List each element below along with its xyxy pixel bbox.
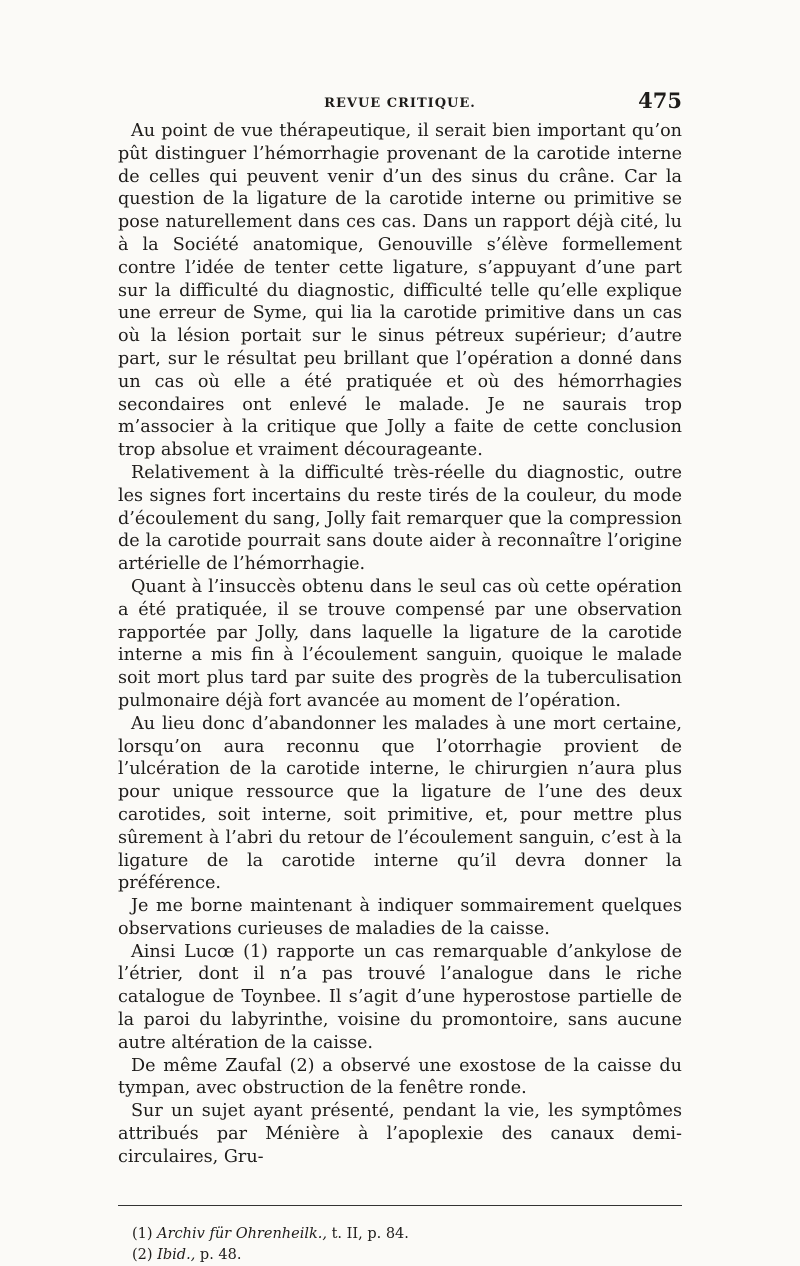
footnote-title: Archiv für Ohrenheilk., <box>157 1225 327 1242</box>
page-number: 475 <box>638 88 682 113</box>
paragraph: De même Zaufal (2) a observé une exostose de la caisse du tympan, avec obstruction de la fenêtre ronde. <box>118 1055 682 1099</box>
page <box>118 88 682 1266</box>
paragraph: Je me borne maintenant à indiquer sommairement quelques observations curieuses de maladies de la caisse. <box>118 896 682 939</box>
footnote <box>132 1224 682 1245</box>
paragraph: Au lieu donc d’abandonner les malades à une mort certaine, lorsqu’on aura reconnu que l’otorrhagie provient de l’ulcération de la carotide interne, le chirurgien n’aura plus pour unique ressource que la ligature de l’une des deux carotides, soit interne, soit primitive, et, pour mettre plus sûrement à l’abri du retour de l’écoulement sanguin, c’est à la ligature de la carotide interne qu’il devra donner la préférence. <box>118 713 682 894</box>
footnote-rest: p. 48. <box>195 1246 242 1263</box>
paragraph: Ainsi Lucœ (1) rapporte un cas remarquable d’ankylose de l’étrier, dont il n’a pas trouvé l’analogue dans le riche catalogue de Toynbee. Il s’agit d’une hyperostose partielle de la paroi du labyrinthe, voisine du promontoire, sans aucune autre altération de la caisse. <box>118 941 682 1053</box>
footnote-rest: t. II, p. 84. <box>326 1225 409 1242</box>
footnote-title: Ibid., <box>157 1246 196 1263</box>
paragraph: Quant à l’insuccès obtenu dans le seul cas où cette opération a été pratiquée, il se trouve compensé par une observation rapportée par Jolly, dans laquelle la ligature de la carotide interne a mis fin à l’écoulement sanguin, quoique le malade soit mort plus tard par suite des progrès de la tuberculisation pulmonaire déjà fort avancée au moment de l’opération. <box>118 576 682 711</box>
running-title: REVUE CRITIQUE. <box>324 96 476 111</box>
body-text <box>118 120 682 1169</box>
footnote-divider <box>118 1205 682 1206</box>
paragraph: Sur un sujet ayant présenté, pendant la vie, les symptômes attribués par Ménière à l’apoplexie des canaux demi-circulaires, Gru- <box>118 1101 682 1167</box>
footnote <box>132 1245 682 1266</box>
running-head <box>118 88 682 120</box>
footnote-marker: (2) <box>132 1246 153 1263</box>
footnote-marker: (1) <box>132 1225 153 1242</box>
paragraph: Relativement à la difficulté très-réelle du diagnostic, outre les signes fort incertains du reste tirés de la couleur, du mode d’écoulement du sang, Jolly fait remarquer que la compression de la carotide pourrait sans doute aider à reconnaître l’origine artérielle de l’hémorrhagie. <box>118 462 682 575</box>
paragraph: Au point de vue thérapeutique, il serait bien important qu’on pût distinguer l’hémorrhagie provenant de la carotide interne de celles qui peuvent venir d’un des sinus du crâne. Car la question de la ligature de la carotide interne ou primitive se pose naturellement dans ces cas. Dans un rapport déjà cité, lu à la Société anatomique, Genouville s’élève formellement contre l’idée de tenter cette ligature, s’appuyant d’une part sur la difficulté du diagnostic, difficulté telle qu’elle explique une erreur de Syme, qui lia la carotide primitive dans un cas où la lésion portait sur le sinus pétreux supérieur; d’autre part, sur le résultat peu brillant que l’opération a donné dans un cas où elle a été pratiquée et où des hémorrhagies secondaires ont enlevé le malade. Je ne saurais trop m’associer à la critique que Jolly a faite de cette conclusion trop absolue et vraiment décourageante. <box>118 121 682 461</box>
footnotes <box>118 1224 682 1266</box>
